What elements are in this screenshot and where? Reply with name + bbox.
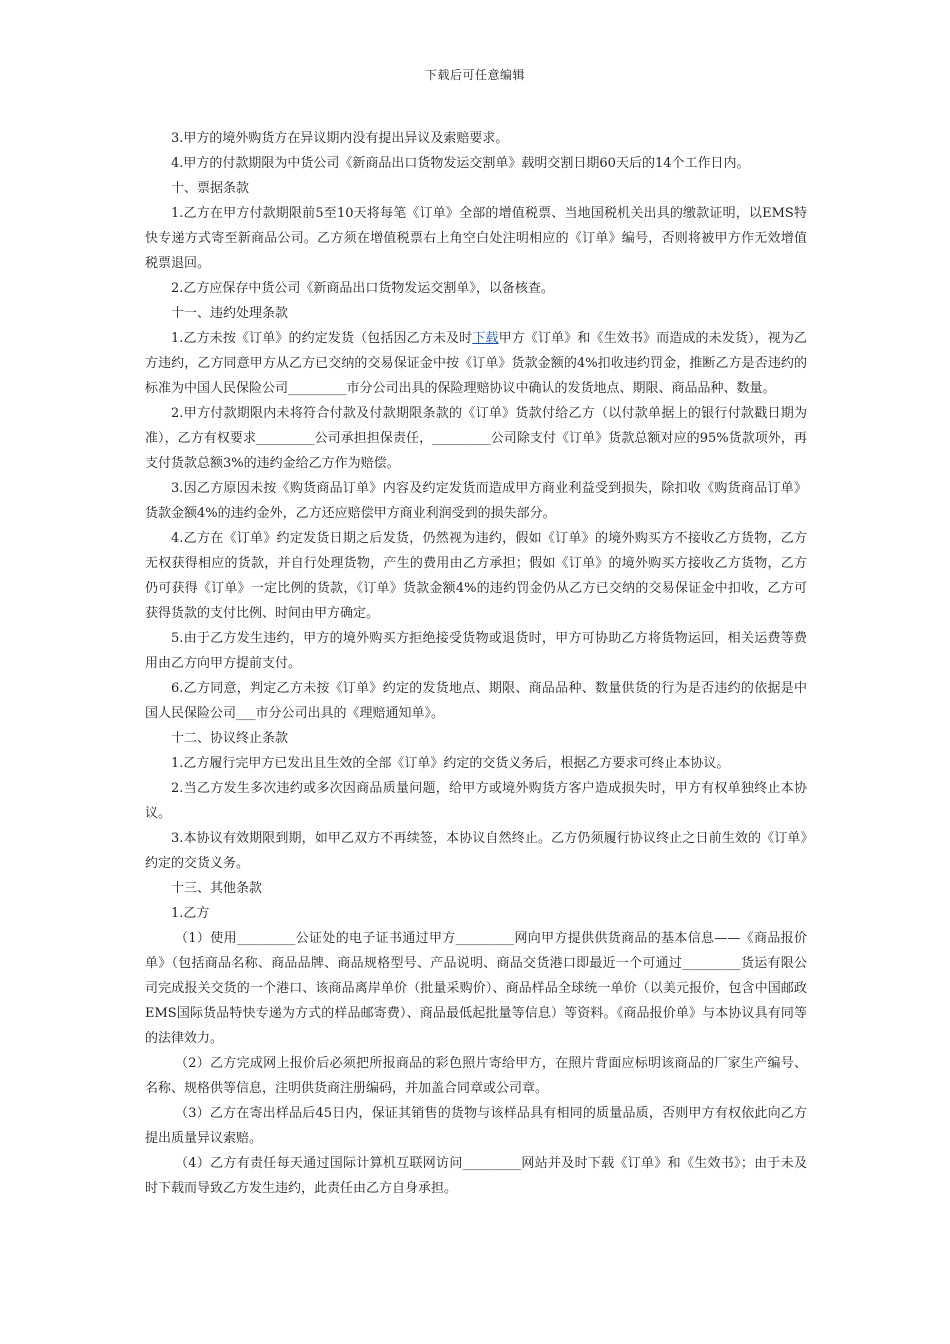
sub-paragraph: （1）使用_________公证处的电子证书通过甲方_________网向甲方提供供货商品的基本信息——《商品报价单》（包括商品名称、商品品牌、商品规格型号、产品说明、商品交货港口即最近一个可通过_________货运有限公司完成报关交货的一个港口、该商品离岸单价（批量采购价）、商品样品全球统一单价（以美元报价，包含中国邮政EMS国际货品特快专递为方式的样品邮寄费）、商品最低起批量等信息）等资料。《商品报价单》与本协议具有同等的法律效力。 <box>145 931 807 1046</box>
section-heading: 十二、协议终止条款 <box>171 731 289 746</box>
section-heading: 十、票据条款 <box>171 181 250 196</box>
paragraph: 5.由于乙方发生违约，甲方的境外购买方拒绝接受货物或退货时，甲方可协助乙方将货物运回，相关运费等费用由乙方向甲方提前支付。 <box>145 631 807 671</box>
paragraph: 2.当乙方发生多次违约或多次因商品质量问题，给甲方或境外购货方客户造成损失时，甲方有权单独终止本协议。 <box>145 781 807 821</box>
section-heading: 十一、违约处理条款 <box>171 306 289 321</box>
paragraph: 3.因乙方原因未按《购货商品订单》内容及约定发货而造成甲方商业利益受到损失，除扣收《购货商品订单》货款金额4%的违约金外，乙方还应赔偿甲方商业利润受到的损失部分。 <box>145 481 807 521</box>
sub-paragraph: （3）乙方在寄出样品后45日内，保证其销售的货物与该样品具有相同的质量品质，否则甲方有权依此向乙方提出质量异议索赔。 <box>145 1106 807 1146</box>
paragraph: 3.甲方的境外购货方在异议期内没有提出异议及索赔要求。 <box>171 131 509 146</box>
paragraph: 3.本协议有效期限到期，如甲乙双方不再续签，本协议自然终止。乙方仍须履行协议终止之日前生效的《订单》约定的交货义务。 <box>145 831 807 871</box>
paragraph: 4.乙方在《订单》约定发货日期之后发货，仍然视为违约，假如《订单》的境外购买方不接收乙方货物，乙方无权获得相应的货款，并自行处理货物，产生的费用由乙方承担；假如《订单》的境外购买方接收乙方货物，乙方仍可获得《订单》一定比例的货款，《订单》货款金额4%的违约罚金仍从乙方已交纳的交易保证金中扣收，乙方可获得货款的支付比例、时间由甲方确定。 <box>145 531 807 621</box>
paragraph-text: 甲方《订单》和《生效书》而造成的未发货），视为乙方违约，乙方同意甲方从乙方已交纳的交易保证金中按《订单》货款金额的4%扣收违约罚金，推断乙方是否违约的标准为中国人民保险公司_________市分公司出具的保险理赔协议中确认的发货地点、期限、商品品种、数量。 <box>145 331 807 396</box>
document-body <box>145 126 807 1201</box>
paragraph: 2.甲方付款期限内未将符合付款及付款期限条款的《订单》货款付给乙方（以付款单据上的银行付款戳日期为准），乙方有权要求_________公司承担担保责任，_________公司除支付《订单》货款总额对应的95%货款项外，再支付货款总额3%的违约金给乙方作为赔偿。 <box>145 406 807 471</box>
paragraph <box>145 326 807 401</box>
paragraph: 1.乙方在甲方付款期限前5至10天将每笔《订单》全部的增值税票、当地国税机关出具的缴款证明，以EMS特快专递方式寄至新商品公司。乙方须在增值税票右上角空白处注明相应的《订单》编号，否则将被甲方作无效增值税票退回。 <box>145 206 807 271</box>
paragraph: 4.甲方的付款期限为中货公司《新商品出口货物发运交割单》载明交割日期60天后的14个工作日内。 <box>171 156 750 171</box>
paragraph-text: 1.乙方未按《订单》的约定发货（包括因乙方未及时 <box>171 331 473 346</box>
paragraph: 6.乙方同意，判定乙方未按《订单》约定的发货地点、期限、商品品种、数量供货的行为是否违约的依据是中国人民保险公司___市分公司出具的《理赔通知单》。 <box>145 681 807 721</box>
download-link[interactable]: 下载 <box>472 331 499 346</box>
paragraph: 2.乙方应保存中货公司《新商品出口货物发运交割单》，以备核查。 <box>171 281 554 296</box>
page-header: 下载后可任意编辑 <box>424 68 525 82</box>
paragraph: 1.乙方履行完甲方已发出且生效的全部《订单》约定的交货义务后，根据乙方要求可终止本协议。 <box>171 756 730 771</box>
sub-paragraph: （4）乙方有责任每天通过国际计算机互联网访问_________网站并及时下载《订单》和《生效书》；由于未及时下载而导致乙方发生违约，此责任由乙方自身承担。 <box>145 1156 807 1196</box>
section-heading: 十三、其他条款 <box>171 881 263 896</box>
sub-paragraph: （2）乙方完成网上报价后必须把所报商品的彩色照片寄给甲方，在照片背面应标明该商品的厂家生产编号、名称、规格供等信息，注明供货商注册编码，并加盖合同章或公司章。 <box>145 1056 807 1096</box>
paragraph: 1.乙方 <box>171 906 210 921</box>
